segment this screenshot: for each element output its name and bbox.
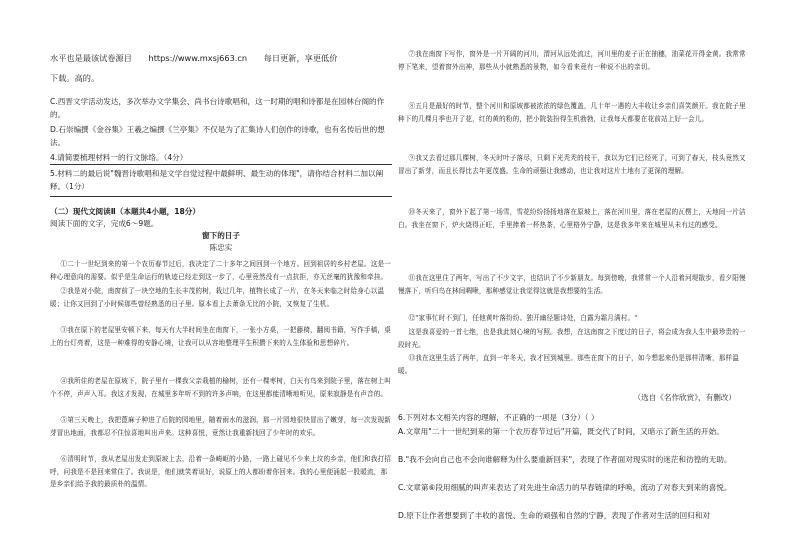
paragraph-4: ④我所住的老屋在原坡下，院子里有一棵我父亲栽植的榆树，还有一棵枣树，白天有鸟来到院子里，落在树上叫个不停，声声入耳。我这才发现，在城里多年听不到的许多声响，在这里都能清晰地听见，原来寂静是有声音的。: [50, 377, 391, 398]
header-tail: 下载。高的。: [50, 73, 100, 83]
paragraph-8: ⑧五月是最好的时节，整个河川和原坡都被浓浓的绿色覆盖，几十年一遇的大丰收让乡亲们喜笑颜开。我在院子里种下的几棵月季也开了花，红的黄的粉的，把小院装扮得生机勃勃，让我每天都要在花前站上好一会儿。: [398, 102, 746, 123]
option-c: C.西晋文学活动发达，多次举办文学集会、尚书台诗歌唱和，这一时期的唱和诗都是在园林台阁的作的。: [50, 97, 385, 119]
paragraph-3: ③我在原下的老屋里安顿下来，每天有大半时间坐在南窗下，一张小方桌，一把藤椅，翻阅书籍，写作手稿，桌上的台灯亮着，这是一种难得的安静心境，让我可以从容地整理平生积攒下来的人生体验和思想碎片。: [50, 326, 391, 347]
answer-line-2[interactable]: [50, 186, 392, 197]
section-title: （二）现代文阅读Ⅱ（本题共4小题，18分）: [50, 207, 200, 216]
answer-line-1[interactable]: [50, 154, 392, 165]
question-6-option-d[interactable]: D.原下让作者想要到了丰收的喜悦、生命的顽强和自然的宁静，表现了作者对生活的回归和对: [398, 511, 711, 520]
paragraph-1: ①二十一世纪到来的第一个农历春节过后，我决定了二十多年之间回到一个地方。回到祖居的乡村老屋。这是一种心理意向的需要。似乎是生命运行的轨迹已经走到这一步了，心里竟然没有一点抗拒，亦无丝毫的犹豫和牵挂。: [50, 260, 391, 281]
header-line: [50, 52, 392, 64]
option-d: D.石崇编撰《金谷集》王羲之编撰《兰亭集》不仅是为了汇集诗人们创作的诗歌，也有名传后世的想法。: [50, 125, 385, 147]
header-slogan: 每日更新，享更低价: [263, 53, 338, 63]
source-note: （选自《名作欣赏》，有删改）: [633, 393, 736, 402]
paragraph-11: ⑪我在这里住了两年，写出了不少文字，也结识了不少新朋友。每到傍晚，我常常一个人沿着河堤散步，看夕阳慢慢落下，听归鸟在林间啁啾，那种感觉让我觉得这就是我想要的生活。: [398, 274, 746, 295]
header-url[interactable]: https://www.mxsj663.cn: [148, 53, 248, 63]
paragraph-5: ⑤第三天晚上，我把蓖麻子种进了后院的园地里，随着雨水的滋润，那一片园地很快冒出了嫩芽，每一次发现新芽冒出地面，我都忍不住惊喜地叫出声来。这种喜悦，竟然让我重新找回了少年时的欢乐。: [50, 416, 391, 437]
header-site-text: 水平也是最该试卷源目: [50, 53, 132, 63]
question-6-option-b[interactable]: B."我不会向自己也不会向谁解释为什么要重新回来"，表现了作者面对现实时的迷茫和彷徨的无助。: [398, 455, 732, 464]
question-5: 5.材料二的最后说"魏晋诗歌唱和是文学自觉过程中最鲜明、最生动的体现"，请你结合材料二加以阐释。（1分）: [50, 169, 384, 191]
paragraph-2: ②我是对小院，南窗前了一块空地的生长丰茂的树，栽过几年，植物长成了一片，在冬天来临之时给身心以温暖；让你又回到了小时候那些曾经熟悉的日子里。原本看上去萧条无比的小院，又恢复了生机。: [50, 287, 385, 308]
question-4: 4.请简要梳理材料一的行文脉络。（4分）: [50, 153, 188, 162]
article-title: 窗下的日子: [202, 231, 240, 240]
poem-comment: 这是我喜爱的一首七绝，也是我此刻心境的写照。我想，在这南窗之下度过的日子，将会成为我人生中最珍贵的一段时光。: [398, 328, 746, 349]
paragraph-13: ⑬我在这里生活了两年，直到一年冬天，我才回到城里。那些在窗下的日子，如今想起来仍是那样清晰，那样温暖。: [398, 354, 739, 375]
reading-instruction: 阅读下面的文字，完成6～9题。: [50, 219, 159, 228]
article-author: 陈忠实: [209, 243, 233, 252]
question-6-option-a[interactable]: A.文章用"二十一世纪到来的第一个农历春节过后"开篇，既交代了时间，又暗示了新生活的开始。: [398, 427, 724, 436]
paragraph-10: ⑩冬天来了，窗外下起了第一场雪，雪花纷纷扬扬地落在原坡上，落在河川里，落在老屋的瓦楞上，天地间一片洁白。我坐在窗下，炉火烧得正旺，手里捧着一杯热茶，心里格外宁静，这是我多年来在城里从未有过的感受。: [398, 208, 746, 229]
question-6: 6.下列对本文相关内容的理解，不正确的一项是（3分）（ ）: [398, 413, 599, 422]
paragraph-7: ⑦我在南窗下写作，窗外是一片开阔的河川，渭河从远处流过，河川里的麦子正在抽穗，油菜花开得金黄。我常常停下笔来，望着窗外出神，那些从小就熟悉的景物，如今看来竟有一种说不出的亲切。: [398, 50, 746, 71]
paragraph-6: ⑥清明时节，我从老屋出发走到原坡上去，沿着一条崎岖的小路，一路上碰见不少来上坟的乡亲，他们和我打招呼，问我是不是回来常住了。我说是，他们就笑着说好，说原上的人都盼着你回来。我的心里便涌起一股暖流，那是乡亲们给予我的最质朴的温情。: [50, 455, 391, 489]
poem-quote: ⑫"家事忙时不到门，任他黄叶落纷纷。独开幽径题诗处，白露为霜月满村。": [408, 314, 638, 322]
paragraph-9: ⑨我又去看过那几棵树，冬天时叶子落尽，只剩下光秃秃的枝干，我以为它们已经死了，可到了春天，枝头竟然又冒出了新芽，而且长得比去年更茂盛。生命的顽强让我感动，也让我对这片土地有了更深的理解。: [398, 154, 746, 175]
question-6-option-c[interactable]: C.文章第⑥段用细腻的叫声来表达了对先进生命活力的早春链律的呼唤，流动了对春天到来的喜悦。: [398, 483, 732, 492]
